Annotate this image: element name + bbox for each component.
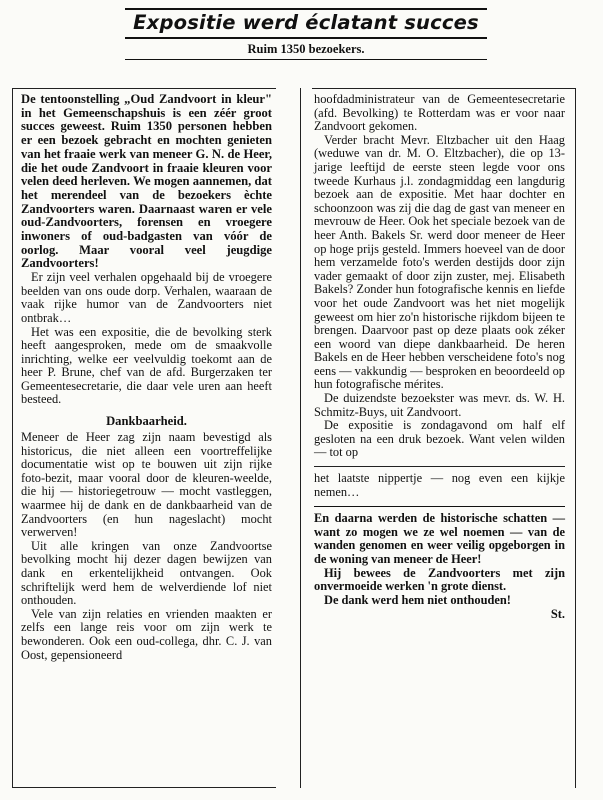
column-divider [300, 88, 301, 788]
paragraph: De duizendste bezoekster was mevr. ds. W. H. Schmitz-Buys, uit Zandvoort. [314, 391, 565, 419]
paragraph: hoofdadministrateur van de Gemeentesecretarie (afd. Bevolking) te Rotterdam was er voor naar Zandvoort gekomen. [314, 92, 565, 134]
closing-block [314, 512, 565, 607]
paragraph: Het was een expositie, die de bevolking sterk heeft aangesproken, mede om de smaakvolle inrichting, welke eer veelvuldig toekomt aan de heer P. Brune, chef van de afd. Burgerzaken ter Gemeentesecretarie, die daar vele uren aan heeft besteed. [21, 324, 272, 407]
paragraph: Meneer de Heer zag zijn naam bevestigd als historicus, die niet alleen een voortreffelijke documentatie wist op te bouwen uit zijn rijke foto-bezit, maar vooral door de kleuren-weelde, die hij — historiegetrouw — mocht vastleggen, waarmee hij de dank en de dankbaarheid van de Zandvoorters (en hun nageslacht) mocht verwerven! [21, 430, 272, 540]
paragraph: Er zijn veel verhalen opgehaald bij de vroegere beelden van ons oude dorp. Verhalen, waaraan de vaak rijke humor van de Zandvoorters niet ontbrak… [21, 270, 272, 325]
page-title: Expositie werd éclatant succes [125, 8, 487, 39]
paragraph: De dank werd hem niet onthouden! [324, 592, 511, 607]
paragraph: Hij bewees de Zandvoorters met zijn onvermoeide werken 'n grote dienst. [314, 565, 565, 594]
paragraph: het laatste nippertje — nog even een kijkje nemen… [314, 471, 565, 499]
right-column [312, 88, 576, 788]
byline-signature: St. [550, 607, 565, 622]
lead-paragraph: De tentoonstelling „Oud Zandvoort in kleur" in het Gemeenschapshuis is een zéér groot succes geweest. Ruim 1350 personen hebben er een bezoek gebracht en mochten genieten van het fraaie werk van meneer G. N. de Heer, die het oude Zandvoort in fraaie kleuren voor velen deed herleven. We mogen aannemen, dat het merendeel van de bezoekers èchte Zandvoorters waren. Daarnaast waren er vele oud-Zandvoorters, forensen en vroegere inwoners of oud-badgasten van vóór de oorlog. Maar vooral veel jeugdige Zandvoorters! [21, 92, 272, 271]
masthead [125, 8, 487, 60]
paragraph: Vele van zijn relaties en vrienden maakten er zelfs een lange reis voor om zijn werk te bewonderen. Ook een oud-collega, dhr. C. J. van Oost, gepensioneerd [21, 606, 272, 662]
section-divider [314, 466, 565, 467]
closing-divider [314, 506, 565, 507]
left-column [12, 88, 276, 788]
article-body [12, 88, 590, 788]
section-heading: Dankbaarheid. [106, 414, 187, 429]
paragraph: En daarna werden de historische schatten — want zo mogen we ze wel noemen — van de wanden genomen en weer veilig opgeborgen in de woning van meneer de Heer! [314, 511, 565, 566]
paragraph: De expositie is zondagavond om half elf gesloten na een druk bezoek. Want velen wilden — tot op [314, 418, 565, 460]
page-subtitle: Ruim 1350 bezoekers. [125, 39, 487, 60]
paragraph: Verder bracht Mevr. Eltzbacher uit den Haag (weduwe van dr. M. O. Eltzbacher), die op 13-jarige leeftijd de eerste steen legde voor ons tweede Kurhaus j.l. zondagmiddag een langdurig bezoek aan de expositie. Met haar dochter en schoonzoon was zij die dag de gast van meneer en mevrouw de Heer. Ook het speciale bezoek van de heer Anth. Bakels Sr. werd door meneer de Heer op hoge prijs gesteld. Immers hoeveel van de door hem verzamelde foto's werden destijds door zijn vader gemaakt of door zijn zuster, mej. Elisabeth Bakels? Zonder hun fotografische kennis en liefde voor het oude Zandvoort was het niet mogelijk geweest om hier zo'n historische rijkdom bijeen te brengen. Daarvoor past op deze plaats ook zéker een woord van diepe dankbaarheid. De heren Bakels en de Heer hebben verscheidene foto's nog eens — vakkundig — besproken en beoordeeld op hun fotografische mérites. [314, 132, 565, 392]
paragraph: Uit alle kringen van onze Zandvoortse bevolking mocht hij dezer dagen bewijzen van dank en erkentelijkheid ontvangen. Ook schriftelijk werd hem de welverdiende lof niet onthouden. [21, 538, 272, 608]
